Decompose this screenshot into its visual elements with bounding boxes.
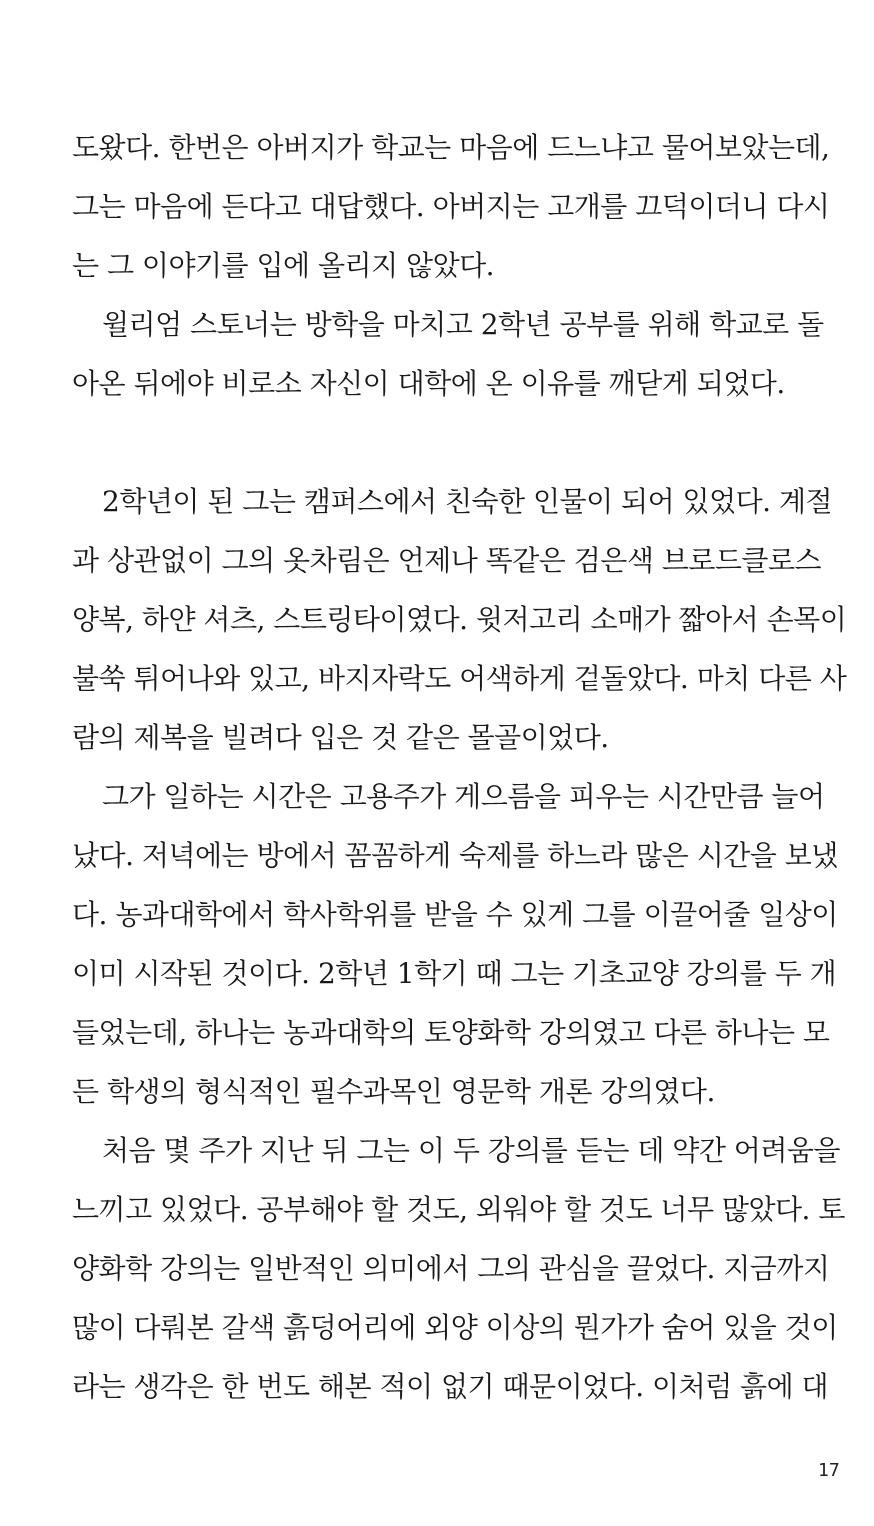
text-line: 불쑥 튀어나와 있고, 바지자락도 어색하게 겉돌았다. 마치 다른 사 — [72, 662, 847, 695]
text-line: 양화학 강의는 일반적인 의미에서 그의 관심을 끌었다. 지금까지 — [72, 1252, 830, 1285]
paragraph-2 — [72, 295, 824, 413]
text-line: 처음 몇 주가 지난 뒤 그는 이 두 강의를 듣는 데 약간 어려움을 — [102, 1134, 840, 1167]
text-line: 다. 농과대학에서 학사학위를 받을 수 있게 그를 이끌어줄 일상이 — [72, 898, 838, 931]
paragraph-5 — [72, 1121, 845, 1416]
text-line: 그는 마음에 든다고 대답했다. 아버지는 고개를 끄덕이더니 다시 — [72, 190, 830, 223]
text-line: 들었는데, 하나는 농과대학의 토양화학 강의였고 다른 하나는 모 — [72, 1016, 830, 1049]
text-line: 라는 생각은 한 번도 해본 적이 없기 때문이었다. 이처럼 흙에 대 — [72, 1370, 829, 1403]
text-line: 났다. 저녁에는 방에서 꼼꼼하게 숙제를 하느라 많은 시간을 보냈 — [72, 839, 838, 872]
text-line: 2학년이 된 그는 캠퍼스에서 친숙한 인물이 되어 있었다. 계절 — [102, 485, 833, 518]
text-line: 든 학생의 형식적인 필수과목인 영문학 개론 강의였다. — [72, 1075, 715, 1108]
book-page-body — [72, 118, 847, 1416]
paragraph-3 — [72, 472, 847, 767]
paragraph-1 — [72, 118, 830, 295]
text-line: 아온 뒤에야 비로소 자신이 대학에 온 이유를 깨닫게 되었다. — [72, 367, 785, 400]
section-break — [72, 413, 802, 472]
text-line: 양복, 하얀 셔츠, 스트링타이였다. 윗저고리 소매가 짧아서 손목이 — [72, 603, 847, 636]
text-line: 많이 다뤄본 갈색 흙덩어리에 외양 이상의 뭔가가 숨어 있을 것이 — [72, 1311, 838, 1344]
text-line: 그가 일하는 시간은 고용주가 게으름을 피우는 시간만큼 늘어 — [102, 780, 825, 813]
text-line: 과 상관없이 그의 옷차림은 언제나 똑같은 검은색 브로드클로스 — [72, 544, 822, 577]
text-line: 느끼고 있었다. 공부해야 할 것도, 외워야 할 것도 너무 많았다. 토 — [72, 1193, 845, 1226]
text-line: 도왔다. 한번은 아버지가 학교는 마음에 드느냐고 물어보았는데, — [72, 131, 830, 164]
text-line: 람의 제복을 빌려다 입은 것 같은 몰골이었다. — [72, 721, 609, 754]
text-line: 윌리엄 스토너는 방학을 마치고 2학년 공부를 위해 학교로 돌 — [102, 308, 824, 341]
paragraph-4 — [72, 767, 838, 1121]
page-number: 17 — [818, 1460, 840, 1481]
text-line: 는 그 이야기를 입에 올리지 않았다. — [72, 249, 495, 282]
text-line: 이미 시작된 것이다. 2학년 1학기 때 그는 기초교양 강의를 두 개 — [72, 957, 837, 990]
